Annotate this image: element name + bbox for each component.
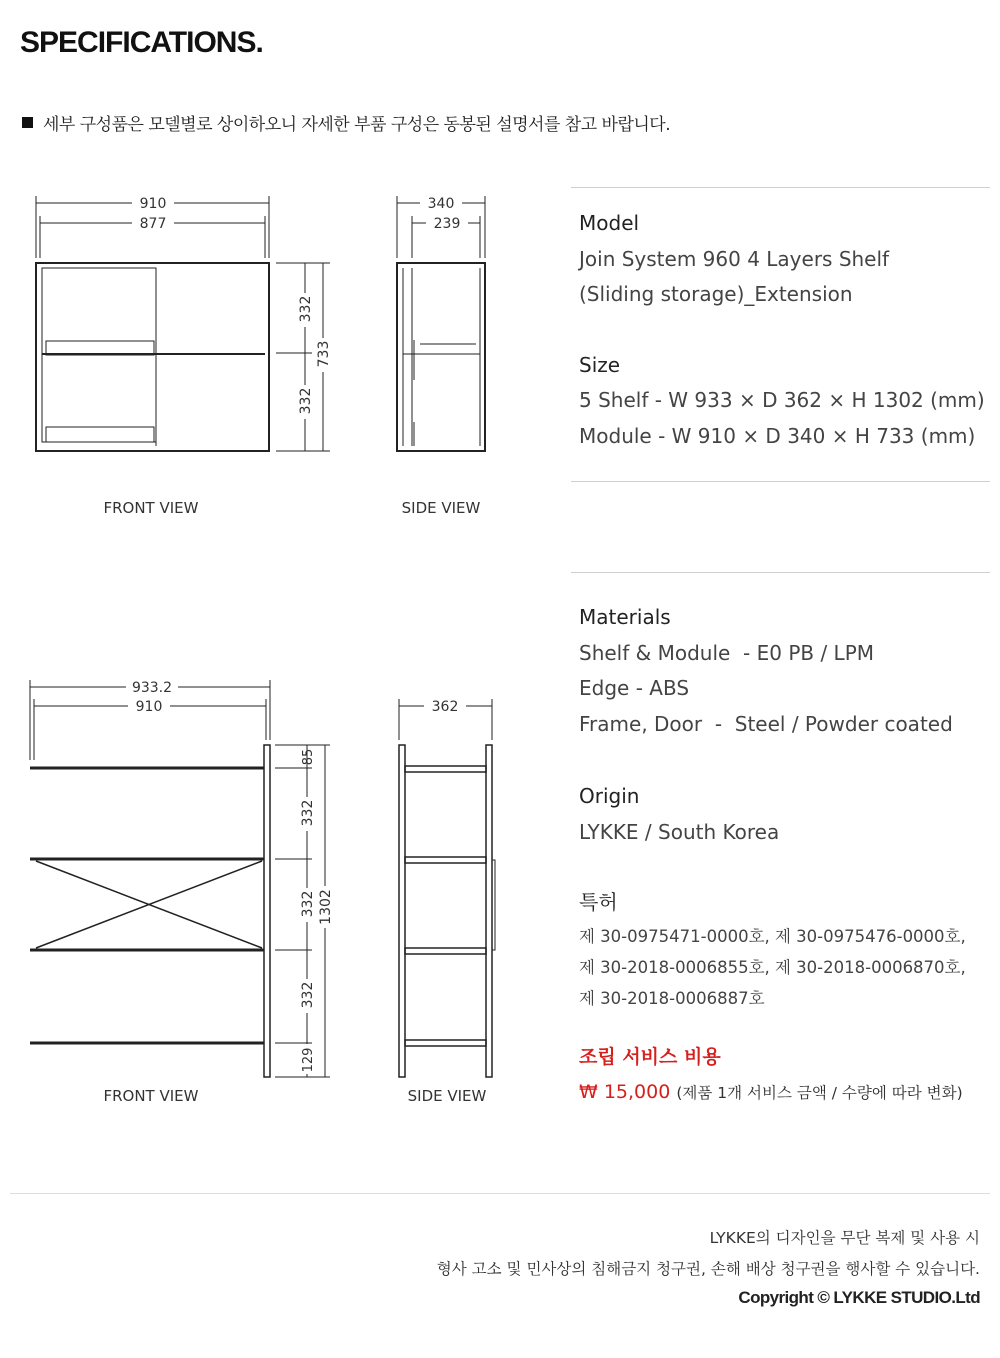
dim-shelf-w-inner: 910 — [135, 699, 163, 715]
service-note: (제품 1개 서비스 금액 / 수량에 따라 변화) — [676, 1084, 963, 1102]
front-view-label-2: FRONT VIEW — [103, 1087, 199, 1105]
dim-h-1: 332 — [300, 799, 316, 827]
divider — [571, 481, 990, 482]
size-label: Size — [579, 352, 621, 377]
patent-label: 특허 — [579, 890, 618, 914]
materials-line-2: Edge - ABS — [579, 676, 690, 700]
size-line-1: 5 Shelf - W 933 × D 362 × H 1302 (mm) — [579, 388, 985, 412]
copyright: Copyright © LYKKE STUDIO.Ltd — [738, 1288, 980, 1307]
square-bullet-icon — [22, 117, 33, 128]
dim-front-w-outer: 910 — [139, 196, 167, 212]
dim-h-total: 1302 — [318, 889, 334, 925]
side-view-label-2: SIDE VIEW — [407, 1087, 487, 1105]
model-label: Model — [579, 211, 640, 235]
shelf-drawing — [0, 670, 560, 1110]
origin-value: LYKKE / South Korea — [579, 819, 780, 844]
dim-front-h-total: 733 — [316, 340, 332, 368]
dim-side-w: 362 — [431, 699, 459, 715]
dim-h-bottom: 129 — [301, 1047, 316, 1073]
footer-line-2: 형사 고소 및 민사상의 침해금지 청구권, 손해 배상 청구권을 행사할 수 있습니다. — [436, 1260, 980, 1278]
service-price-row — [579, 1075, 966, 1112]
dim-h-3: 332 — [300, 981, 316, 1009]
side-view-label: SIDE VIEW — [401, 499, 481, 517]
dim-h-2: 332 — [300, 890, 316, 918]
patent-line-3: 제 30-2018-0006887호 — [579, 988, 765, 1008]
spec-block-materials — [579, 600, 966, 1112]
model-line-1: Join System 960 4 Layers Shelf — [579, 246, 890, 271]
footer-line-1: LYKKE의 디자인을 무단 복제 및 사용 시 — [709, 1229, 980, 1247]
dim-side-w-inner: 239 — [433, 216, 461, 232]
patent-line-2: 제 30-2018-0006855호, 제 30-2018-0006870호, — [579, 957, 966, 977]
spec-block-model-size — [579, 206, 985, 454]
dim-shelf-w-outer: 933.2 — [131, 680, 173, 696]
service-label: 조립 서비스 비용 — [579, 1045, 721, 1068]
dim-front-h-upper: 332 — [298, 295, 314, 323]
dim-h-top: 85 — [301, 748, 316, 766]
materials-line-3: Frame, Door - Steel / Powder coated — [579, 711, 953, 736]
materials-label: Materials — [579, 605, 671, 629]
origin-label: Origin — [579, 784, 640, 808]
module-drawing — [0, 180, 560, 540]
page-title: SPECIFICATIONS. — [20, 26, 263, 59]
model-line-2: (Sliding storage)_Extension — [579, 282, 853, 306]
dim-side-w-outer: 340 — [427, 196, 455, 212]
divider — [571, 187, 990, 188]
divider — [571, 572, 990, 573]
service-price: ₩ 15,000 — [579, 1081, 671, 1103]
materials-line-1: Shelf & Module - E0 PB / LPM — [579, 640, 875, 665]
notice-text: 세부 구성품은 모델별로 상이하오니 자세한 부품 구성은 동봉된 설명서를 참고 바랍니다. — [43, 115, 671, 135]
footer-divider — [10, 1193, 990, 1194]
front-view-label: FRONT VIEW — [103, 499, 199, 517]
notice — [22, 110, 670, 135]
dim-front-h-lower: 332 — [298, 387, 314, 415]
patent-line-1: 제 30-0975471-0000호, 제 30-0975476-0000호, — [579, 926, 966, 946]
dim-front-w-inner: 877 — [139, 216, 167, 232]
size-line-2: Module - W 910 × D 340 × H 733 (mm) — [579, 423, 976, 448]
